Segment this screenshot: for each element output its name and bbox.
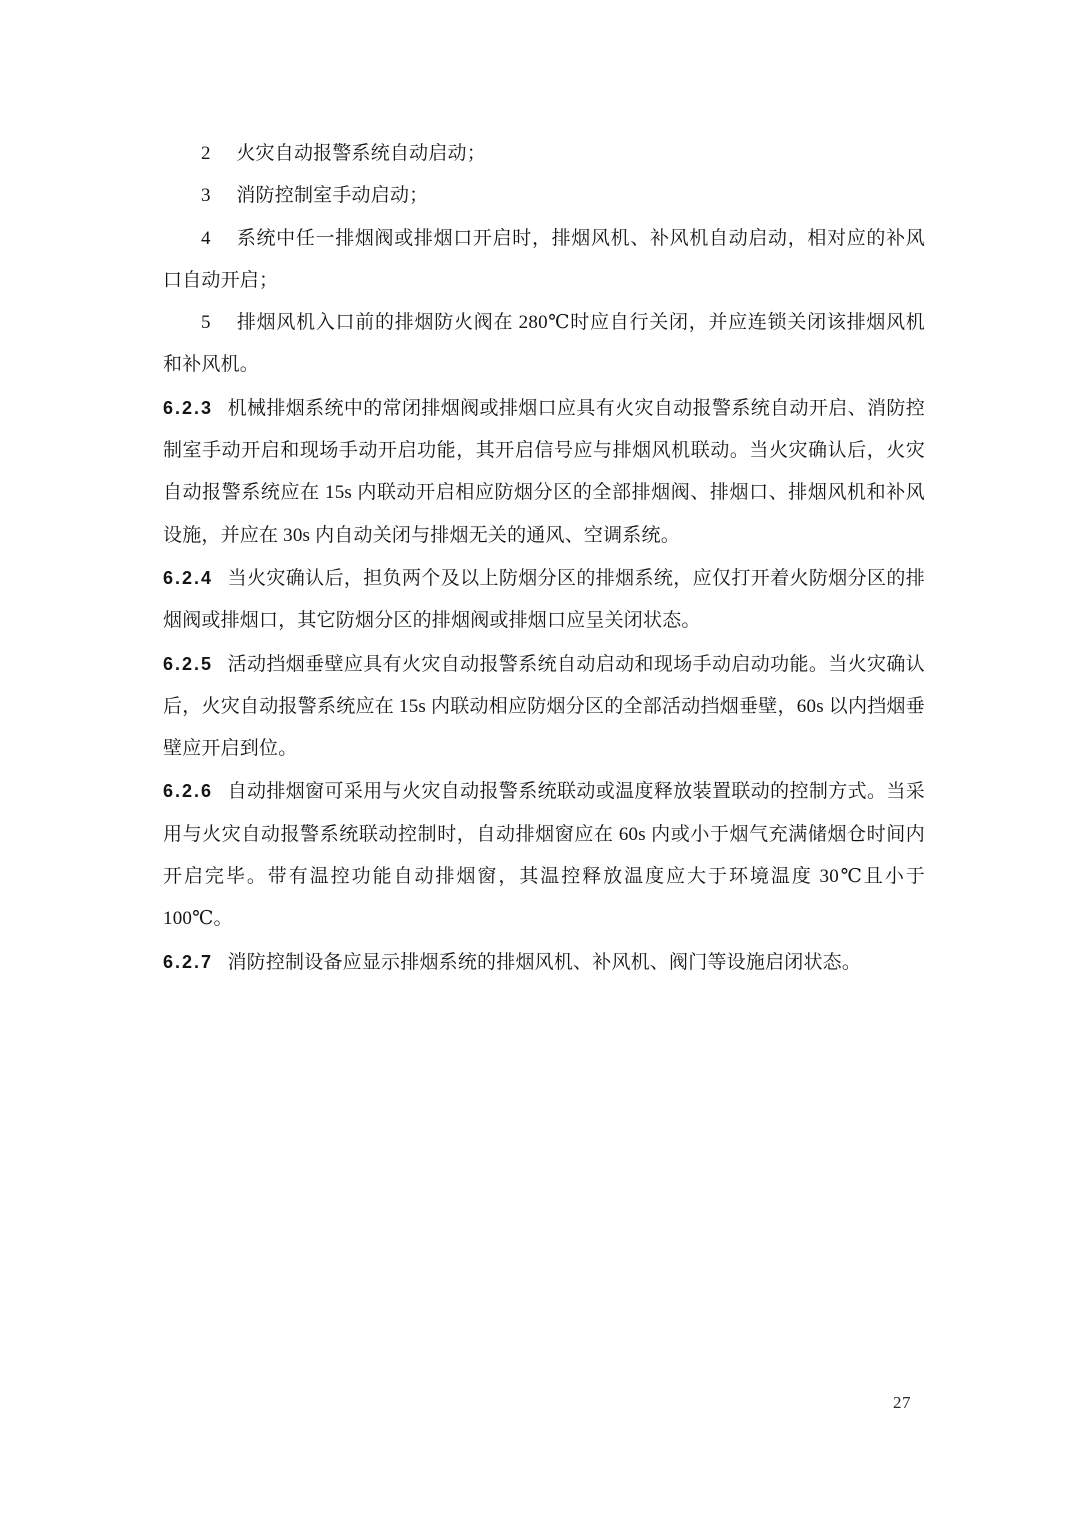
list-item-5 [163, 302, 925, 387]
section-number: 6.2.6 [163, 781, 214, 802]
list-item-4 [163, 218, 925, 303]
document-body [163, 133, 925, 984]
list-item-number: 2 [201, 143, 211, 164]
section-text: 机械排烟系统中的常闭排烟阀或排烟口应具有火灾自动报警系统自动开启、消防控制室手动开启和现场手动开启功能，其开启信号应与排烟风机联动。当火灾确认后，火灾自动报警系统应在 15s 内联动开启相应防烟分区的全部排烟阀、排烟口、排烟风机和补风设施，并应在 30s 内自动关闭与排烟无关的通风、空调系统。 [163, 397, 925, 546]
list-item-text: 火灾自动报警系统自动启动； [236, 143, 486, 164]
list-item-text: 消防控制室手动启动； [236, 185, 429, 207]
section-text: 自动排烟窗可采用与火灾自动报警系统联动或温度释放装置联动的控制方式。当采用与火灾自动报警系统联动控制时，自动排烟窗应在 60s 内或小于烟气充满储烟仓时间内开启完毕。带有温控功能自动排烟窗，其温控释放温度应大于环境温度 30℃且小于 100℃。 [163, 781, 925, 930]
list-item-text: 系统中任一排烟阀或排烟口开启时，排烟风机、补风机自动启动，相对应的补风口自动开启； [163, 227, 925, 291]
list-item-number: 3 [201, 185, 211, 207]
section-text: 当火灾确认后，担负两个及以上防烟分区的排烟系统，应仅打开着火防烟分区的排烟阀或排烟口，其它防烟分区的排烟阀或排烟口应呈关闭状态。 [163, 567, 925, 632]
section-number: 6.2.7 [163, 951, 214, 972]
section-number: 6.2.3 [163, 397, 214, 418]
section-6-2-3 [163, 387, 925, 557]
list-item-text: 排烟风机入口前的排烟防火阀在 280℃时应自行关闭，并应连锁关闭该排烟风机和补风机。 [163, 312, 925, 376]
list-item-number: 5 [201, 312, 211, 334]
list-item-number: 4 [201, 227, 211, 249]
section-text: 活动挡烟垂壁应具有火灾自动报警系统自动启动和现场手动启动功能。当火灾确认后，火灾自动报警系统应在 15s 内联动相应防烟分区的全部活动挡烟垂壁，60s 以内挡烟垂壁应开启到位。 [163, 653, 925, 760]
section-text: 消防控制设备应显示排烟系统的排烟风机、补风机、阀门等设施启闭状态。 [227, 951, 862, 973]
section-number: 6.2.4 [163, 567, 214, 588]
section-6-2-4 [163, 557, 925, 643]
section-6-2-7 [163, 941, 925, 984]
list-item-3 [163, 175, 925, 217]
list-item-2 [163, 133, 925, 175]
section-number: 6.2.5 [163, 653, 214, 674]
section-6-2-5 [163, 643, 925, 771]
section-6-2-6 [163, 770, 925, 940]
page-number: 27 [893, 1393, 911, 1412]
